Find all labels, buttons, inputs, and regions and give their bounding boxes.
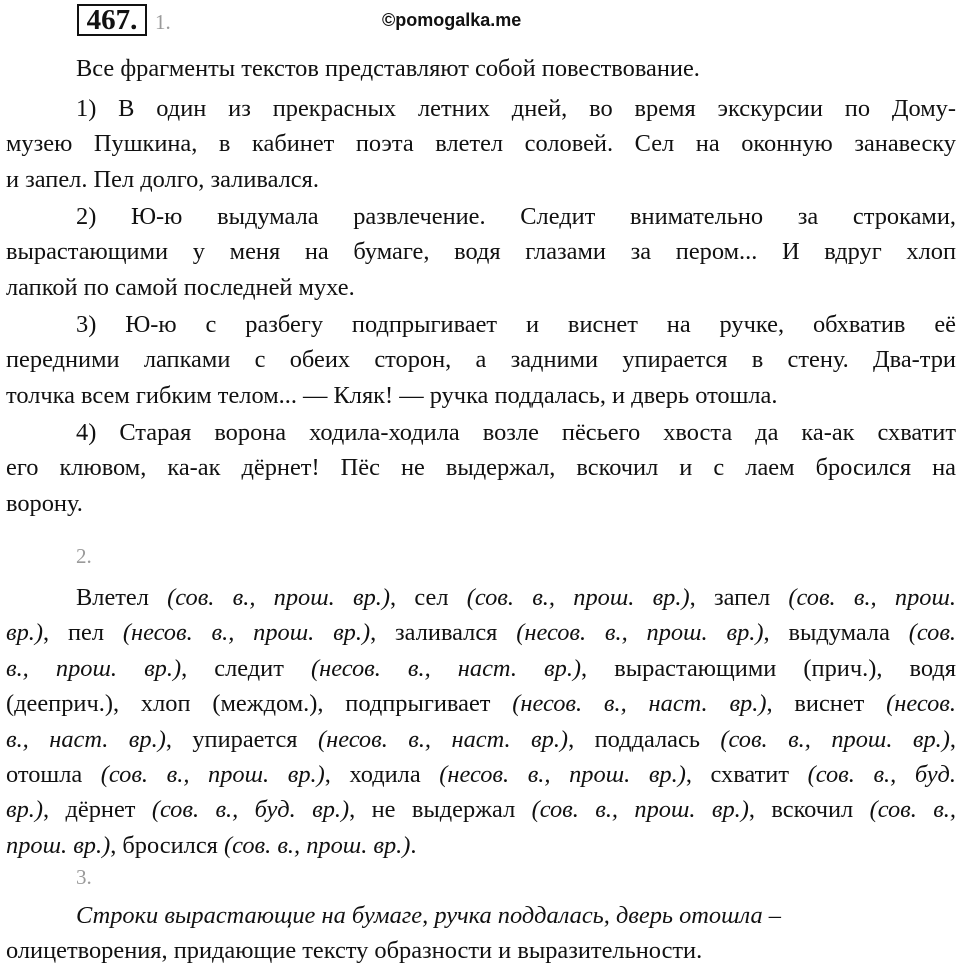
verb-text: , дёрнет: [43, 796, 152, 824]
paragraph-4: [6, 415, 956, 521]
section-2-line: [6, 757, 956, 792]
paragraph-1: [6, 91, 956, 197]
task-number: 467.: [77, 4, 147, 36]
grammar-note: (несов. в., прош. вр.): [516, 619, 764, 647]
grammar-note: в., прош. вр.): [6, 654, 182, 682]
verb-text: , не выдержал: [349, 796, 532, 824]
grammar-note: (несов. в., наст. вр.): [311, 654, 582, 682]
section-2-line: [6, 722, 956, 757]
verb-text: , бросился: [110, 831, 224, 859]
paragraph-3: [6, 307, 956, 413]
paragraph-line: вырастающими у меня на бумаге, водя глазами за пером... И вдруг хлоп: [6, 238, 956, 266]
page-header: [0, 0, 960, 44]
grammar-note: (сов.: [908, 619, 957, 647]
verb-text: ,: [949, 725, 956, 753]
verb-text: , схватит: [685, 761, 808, 789]
watermark: ©pomogalka.me: [382, 10, 522, 30]
paragraph-2: [6, 199, 956, 305]
verb-text: .: [410, 831, 417, 859]
verb-text: , виснет: [766, 690, 887, 718]
verb-text: Влетел: [76, 584, 168, 611]
grammar-note: (сов. в., прош. вр.): [531, 796, 749, 824]
verb-text: отошла: [6, 761, 101, 789]
grammar-note: (сов. в., буд. вр.): [151, 796, 350, 824]
italic-phrase: Строки вырастающие на бумаге, ручка поддалась, дверь отошла: [76, 902, 763, 929]
grammar-note: (несов. в., прош. вр.): [439, 761, 686, 789]
paragraph-line: 2) Ю-ю выдумала развлечение. Следит внимательно за строками,: [76, 203, 956, 230]
paragraph-line: музею Пушкина, в кабинет поэта влетел соловей. Сел на оконную занавеску: [6, 130, 956, 158]
section-2-line: [6, 686, 956, 721]
paragraph-line: толчка всем гибким телом... — Кляк! — ручка поддалась, и дверь отошла.: [6, 381, 778, 409]
grammar-note: прош. вр.): [6, 831, 111, 859]
section-2-line: [6, 828, 956, 863]
verb-text: , вскочил: [748, 796, 870, 824]
section-2-line: [6, 615, 956, 650]
grammar-note: (несов. в., наст. вр.): [512, 690, 767, 718]
verb-text: , вырастающими (прич.), водя: [581, 654, 956, 682]
paragraph-line: 3) Ю-ю с разбегу подпрыгивает и виснет на ручке, обхватив её: [76, 311, 956, 338]
section-2-line: [6, 792, 956, 827]
section-3-number: 3.: [76, 865, 92, 889]
paragraph-line: передними лапками с обеих сторон, а задними упирается в стену. Два-три: [6, 346, 956, 374]
section-1-number: 1.: [155, 10, 171, 34]
grammar-note: (сов. в., прош. вр.): [466, 584, 690, 611]
grammar-note: (несов. в., прош. вр.): [122, 619, 371, 647]
paragraph-line: лапкой по самой последней мухе.: [6, 273, 355, 301]
paragraph-line: ворону.: [6, 489, 83, 517]
verb-text: , запел: [689, 584, 789, 611]
verb-text: , сел: [390, 584, 467, 611]
verb-text: , ходила: [324, 761, 440, 789]
grammar-note: (сов. в.,: [869, 796, 956, 824]
verb-text: , пел: [43, 619, 123, 647]
paragraph-line: 4) Старая ворона ходила-ходила возле пёсьего хвоста да ка-ак схватит: [76, 419, 956, 446]
grammar-note: (несов.: [886, 690, 956, 718]
section-3-body: [6, 898, 956, 969]
grammar-note: (сов. в., прош. вр.): [720, 725, 950, 753]
section-2-number: 2.: [76, 544, 92, 568]
verb-text: , следит: [181, 654, 311, 682]
grammar-note: (сов. в., прош. вр.): [167, 584, 391, 611]
grammar-note: (сов. в., прош. вр.): [224, 831, 411, 859]
verb-text: , упирается: [165, 725, 318, 753]
section-2-line: [6, 651, 956, 686]
grammar-note: вр.): [6, 796, 44, 824]
section-1-intro: Все фрагменты текстов представляют собой повествование.: [76, 55, 700, 82]
paragraph-line: и запел. Пел долго, заливался.: [6, 165, 319, 193]
paragraph-line: 1) В один из прекрасных летних дней, во время экскурсии по Дому-: [76, 95, 956, 122]
section-3-line-1: Строки вырастающие на бумаге, ручка поддалась, дверь отошла –: [76, 902, 781, 929]
section-2-line: [6, 580, 956, 615]
verb-text: (дееприч.), хлоп (междом.), подпрыгивает: [6, 690, 513, 718]
section-3-line-2: олицетворения, придающие тексту образности и выразительности.: [6, 937, 703, 965]
verb-text: , поддалась: [568, 725, 721, 753]
grammar-note: (сов. в., буд.: [807, 761, 956, 789]
grammar-note: (сов. в., прош.: [788, 584, 957, 611]
verb-text: , выдумала: [763, 619, 909, 647]
grammar-note: в., наст. вр.): [6, 725, 166, 753]
paragraph-line: его клювом, ка-ак дёрнет! Пёс не выдержал, вскочил и с лаем бросился на: [6, 454, 956, 482]
verb-text: , заливался: [370, 619, 517, 647]
grammar-note: (несов. в., наст. вр.): [317, 725, 569, 753]
grammar-note: вр.): [6, 619, 44, 647]
grammar-note: (сов. в., прош. вр.): [100, 761, 325, 789]
section-2-body: [6, 580, 956, 863]
